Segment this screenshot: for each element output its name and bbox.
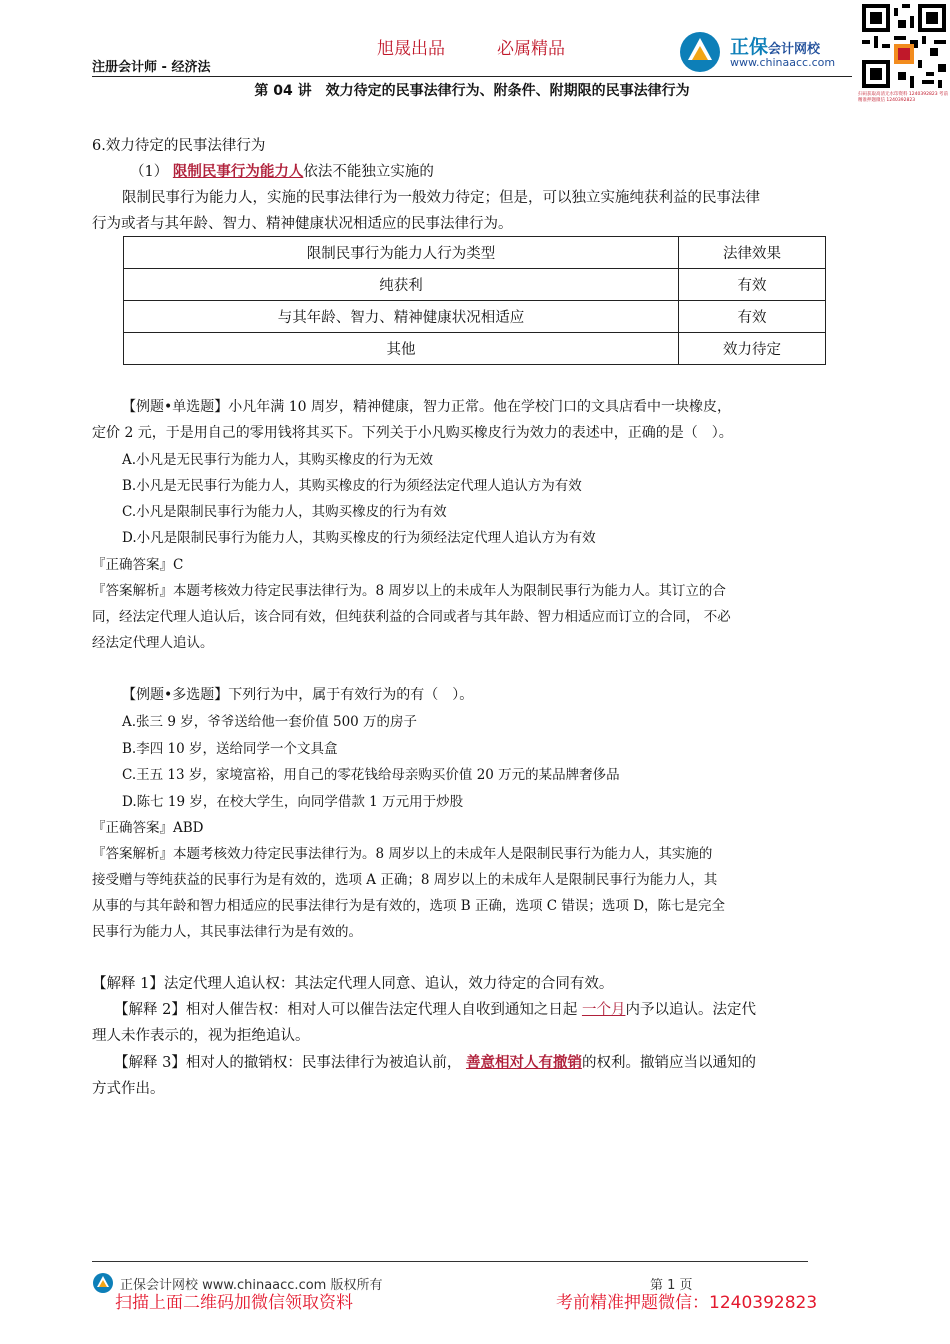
note-3	[114, 1051, 884, 1072]
logo-title	[730, 32, 820, 59]
table-header-type: 限制民事行为能力人行为类型	[124, 237, 679, 269]
table-cell: 效力待定	[679, 333, 826, 365]
note2-highlight: 一个月	[581, 1002, 626, 1018]
note3-highlight: 善意相对人有撤销	[465, 1054, 582, 1071]
table-header-row	[124, 237, 826, 269]
table-cell: 有效	[679, 269, 826, 301]
footer-promo-right: 考前精准押题微信：1240392823	[556, 1293, 818, 1313]
example2-analysis-line4: 民事行为能力人，其民事法律行为是有效的。	[92, 924, 362, 940]
item-suffix: 依法不能独立实施的	[303, 164, 434, 180]
example2-analysis-line2: 接受赠与等纯获益的民事行为是有效的，选项 A 正确；8 周岁以上的未成年人是限制民事行为能力人，其	[92, 872, 718, 888]
legal-effect-table	[123, 236, 826, 365]
example1-stem-line2: 定价 2 元，于是用自己的零用钱将其买下。下列关于小凡购买橡皮行为效力的表述中，正确的是（ ）。	[92, 425, 733, 441]
logo-url: www.chinaacc.com	[730, 56, 836, 69]
example1-option-a: A.小凡是无民事行为能力人，其购买橡皮的行为无效	[122, 452, 434, 468]
note2-suffix: 内予以追认。法定代	[625, 1002, 756, 1018]
table-cell: 纯获利	[124, 269, 679, 301]
example2-analysis-line1: 『答案解析』本题考核效力待定民事法律行为。8 周岁以上的未成年人是限制民事行为能力人，其实施的	[92, 846, 713, 862]
example2-option-b: B.李四 10 岁，送给同学一个文具盒	[122, 741, 338, 757]
footer-copyright: 正保会计网校 www.chinaacc.com 版权所有	[120, 1278, 383, 1293]
note3-suffix: 的权利。撤销应当以通知的	[581, 1055, 756, 1071]
example1-answer: 『正确答案』C	[92, 557, 184, 573]
qr-code-icon	[862, 4, 946, 88]
table-header-effect: 法律效果	[679, 237, 826, 269]
example2-option-a: A.张三 9 岁，爷爷送给他一套价值 500 万的房子	[122, 714, 418, 730]
example1-option-d: D.小凡是限制民事行为能力人，其购买橡皮的行为须经法定代理人追认方为有效	[122, 530, 596, 546]
lecture-title: 第 04 讲 效力待定的民事法律行为、附条件、附期限的民事法律行为	[254, 83, 690, 99]
table-cell: 与其年龄、智力、精神健康状况相适应	[124, 301, 679, 333]
header-promo-left: 旭晟出品	[377, 39, 445, 59]
example2-stem: 【例题•多选题】下列行为中，属于有效行为的有（ ）。	[122, 687, 474, 703]
table-row	[124, 269, 826, 301]
section-heading: 6.效力待定的民事法律行为	[92, 138, 266, 154]
footer-promo-left: 扫描上面二维码加微信领取资料	[115, 1293, 353, 1313]
note3-prefix: 【解释 3】相对人的撤销权：民事法律行为被追认前，	[114, 1055, 466, 1071]
footer-logo-icon	[92, 1272, 114, 1294]
logo-name: 正保	[730, 36, 769, 58]
example2-analysis-line3: 从事的与其年龄和智力相适应的民事法律行为是有效的，选项 B 正确，选项 C 错误；选项 D，陈七是完全	[92, 898, 726, 914]
note2-prefix: 【解释 2】相对人催告权：相对人可以催告法定代理人自收到通知之日起	[114, 1002, 582, 1018]
footer-page-number: 第 1 页	[650, 1278, 693, 1293]
qr-note: 扫码获取高清无水印资料 1240392823 考前精准押题微信 1240392823	[858, 92, 948, 103]
note-2-line2: 理人未作表示的，视为拒绝追认。	[92, 1028, 310, 1044]
note-3-line2: 方式作出。	[92, 1081, 165, 1097]
note-1: 【解释 1】法定代理人追认权：其法定代理人同意、追认，效力待定的合同有效。	[92, 976, 614, 992]
example1-analysis-line1: 『答案解析』本题考核效力待定民事法律行为。8 周岁以上的未成年人为限制民事行为能力人。其订立的合	[92, 583, 726, 599]
table-cell: 有效	[679, 301, 826, 333]
section-item	[130, 160, 900, 181]
note-2	[114, 998, 884, 1019]
example1-stem-line1: 【例题•单选题】小凡年满 10 周岁，精神健康，智力正常。他在学校门口的文具店看中一块橡皮，	[122, 399, 731, 415]
item-highlight: 限制民事行为能力人	[172, 163, 304, 180]
table-row	[124, 301, 826, 333]
header-promo-right: 必属精品	[497, 39, 565, 59]
example2-option-c: C.王五 13 岁，家境富裕，用自己的零花钱给母亲购买价值 20 万元的某品牌奢侈品	[122, 767, 620, 783]
item-prefix: （1）	[130, 164, 169, 180]
header-divider	[92, 76, 852, 77]
para1-line1: 限制民事行为能力人，实施的民事法律行为一般效力待定；但是，可以独立实施纯获利益的民事法律	[122, 190, 760, 206]
example2-answer: 『正确答案』ABD	[92, 820, 204, 836]
logo-name-suffix: 会计网校	[768, 42, 821, 57]
footer-divider	[92, 1261, 808, 1262]
table-row	[124, 333, 826, 365]
example1-analysis-line3: 经法定代理人追认。	[92, 635, 214, 651]
example1-option-c: C.小凡是限制民事行为能力人，其购买橡皮的行为有效	[122, 504, 447, 520]
example2-option-d: D.陈七 19 岁，在校大学生，向同学借款 1 万元用于炒股	[122, 794, 464, 810]
para1-line2: 行为或者与其年龄、智力、精神健康状况相适应的民事法律行为。	[92, 216, 513, 232]
table-cell: 其他	[124, 333, 679, 365]
subject-label: 注册会计师 - 经济法	[92, 60, 211, 75]
example1-option-b: B.小凡是无民事行为能力人，其购买橡皮的行为须经法定代理人追认方为有效	[122, 478, 582, 494]
example1-analysis-line2: 同，经法定代理人追认后，该合同有效，但纯获利益的合同或者与其年龄、智力相适应而订立的合同， 不必	[92, 609, 731, 625]
